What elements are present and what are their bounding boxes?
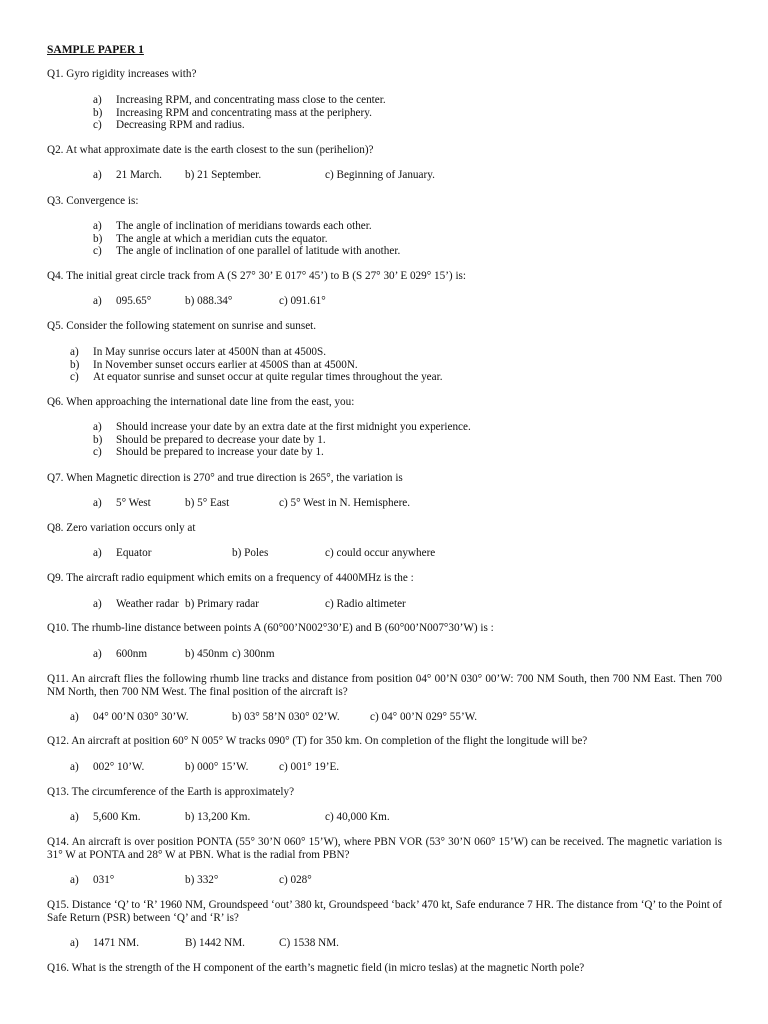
- question-text: Q4. The initial great circle track from A (S 27° 30’ E 017° 45’) to B (S 27° 30’ E 029° 15’) is:: [47, 270, 467, 282]
- option-text: Equator: [116, 547, 152, 559]
- option-letter: a): [93, 497, 102, 509]
- question-text: Q6. When approaching the international date line from the east, you:: [47, 396, 355, 408]
- answer-option: c) 5° West in N. Hemisphere.: [279, 497, 411, 509]
- question-text: Q7. When Magnetic direction is 270° and true direction is 265°, the variation is: [47, 472, 403, 484]
- option-letter: a): [93, 648, 102, 660]
- option-letter: a): [93, 220, 102, 232]
- question-text: Q2. At what approximate date is the earth closest to the sun (perihelion)?: [47, 144, 374, 156]
- answer-option: c) 001° 19’E.: [279, 761, 340, 773]
- answer-option: b) Poles: [232, 547, 269, 559]
- option-text: 04° 00’N 030° 30’W.: [93, 711, 189, 723]
- question-text: Q1. Gyro rigidity increases with?: [47, 68, 197, 80]
- option-letter: a): [93, 421, 102, 433]
- paper-title: SAMPLE PAPER 1: [47, 44, 144, 56]
- option-text: 031°: [93, 874, 115, 886]
- option-letter: a): [70, 937, 79, 949]
- option-text: In May sunrise occurs later at 4500N than at 4500S.: [93, 346, 327, 358]
- option-text: 5° West: [116, 497, 151, 509]
- answer-option: b) 21 September.: [185, 169, 262, 181]
- option-letter: b): [93, 106, 103, 119]
- answer-option: c) could occur anywhere: [325, 547, 436, 559]
- option-text: At equator sunrise and sunset occur at quite regular times throughout the year.: [93, 371, 443, 384]
- answer-option: C) 1538 NM.: [279, 937, 339, 949]
- option-letter: a): [93, 94, 102, 106]
- answer-option: b) 000° 15’W.: [185, 761, 249, 773]
- option-text: 600nm: [116, 648, 148, 660]
- question-text: Q16. What is the strength of the H component of the earth’s magnetic field (in micro teslas) at the magnetic North pole?: [47, 962, 585, 974]
- answer-option: b) 13,200 Km.: [185, 811, 251, 823]
- option-text: 5,600 Km.: [93, 811, 141, 823]
- question-text: Q10. The rhumb-line distance between points A (60°00’N002°30’E) and B (60°00’N007°30’W) is :: [47, 622, 494, 634]
- answer-option: b) 332°: [185, 874, 219, 886]
- question-text: Q5. Consider the following statement on sunrise and sunset.: [47, 320, 317, 332]
- answer-option: b) 03° 58’N 030° 02’W.: [232, 711, 340, 723]
- option-letter: b): [93, 433, 103, 446]
- question-text: Q3. Convergence is:: [47, 195, 139, 207]
- option-text: Decreasing RPM and radius.: [116, 119, 245, 132]
- option-letter: c): [93, 119, 102, 132]
- option-letter: b): [70, 358, 80, 371]
- option-text: Increasing RPM, and concentrating mass close to the center.: [116, 94, 386, 106]
- option-text: Should be prepared to decrease your date by 1.: [116, 433, 326, 446]
- option-letter: a): [70, 346, 79, 358]
- option-letter: a): [70, 711, 79, 723]
- option-letter: a): [93, 295, 102, 307]
- answer-option: c) 04° 00’N 029° 55’W.: [370, 711, 478, 723]
- option-letter: a): [93, 547, 102, 559]
- question-text: Q14. An aircraft is over position PONTA (55° 30’N 060° 15’W), where PBN VOR (53° 30’N 060° 15’W) can be received. The magnetic variation is 31° W at PONTA and 28° W at PBN. What is the radial from PBN?: [47, 836, 722, 861]
- answer-option: c) 300nm: [232, 648, 275, 660]
- answer-option: b) Primary radar: [185, 598, 259, 610]
- option-letter: a): [93, 598, 102, 610]
- option-letter: a): [70, 874, 79, 886]
- question-text: Q9. The aircraft radio equipment which emits on a frequency of 4400MHz is the :: [47, 572, 414, 584]
- option-letter: b): [93, 232, 103, 245]
- option-letter: a): [93, 169, 102, 181]
- option-text: The angle of inclination of one parallel of latitude with another.: [116, 245, 401, 258]
- option-text: 002° 10’W.: [93, 761, 145, 773]
- question-text: Q13. The circumference of the Earth is approximately?: [47, 786, 295, 798]
- question-text: Q11. An aircraft flies the following rhumb line tracks and distance from position 04° 00’N 030° 00’W: 700 NM South, then 700 NM East. Then 700 NM North, then 700 NM West. The final position of the aircraft is?: [47, 673, 722, 698]
- option-text: Should increase your date by an extra date at the first midnight you experience.: [116, 421, 471, 433]
- answer-option: B) 1442 NM.: [185, 937, 245, 949]
- question-text: Q12. An aircraft at position 60° N 005° W tracks 090° (T) for 350 km. On completion of the flight the longitude will be?: [47, 735, 588, 747]
- answer-option: c) 40,000 Km.: [325, 811, 390, 823]
- answer-option: b) 5° East: [185, 497, 230, 509]
- answer-option: c) 091.61°: [279, 295, 326, 307]
- option-letter: c): [93, 245, 102, 258]
- option-text: Increasing RPM and concentrating mass at the periphery.: [116, 106, 372, 119]
- option-text: In November sunset occurs earlier at 4500S than at 4500N.: [93, 358, 358, 371]
- answer-option: c) 028°: [279, 874, 312, 886]
- answer-option: c) Beginning of January.: [325, 169, 435, 181]
- option-letter: a): [70, 811, 79, 823]
- question-text: Q15. Distance ‘Q’ to ‘R’ 1960 NM, Groundspeed ‘out’ 380 kt, Groundspeed ‘back’ 470 kt, Safe endurance 7 HR. The distance from ‘Q’ to the Point of Safe Return (PSR) between ‘Q’ and ‘R’ is?: [47, 899, 722, 924]
- option-text: The angle of inclination of meridians towards each other.: [116, 220, 372, 232]
- answer-option: b) 450nm: [185, 648, 229, 660]
- question-text: Q8. Zero variation occurs only at: [47, 522, 196, 534]
- option-text: Weather radar: [116, 598, 179, 610]
- option-letter: a): [70, 761, 79, 773]
- option-text: 1471 NM.: [93, 937, 139, 949]
- answer-option: c) Radio altimeter: [325, 598, 406, 610]
- option-letter: c): [93, 446, 102, 459]
- option-text: Should be prepared to increase your date by 1.: [116, 446, 324, 459]
- option-text: 21 March.: [116, 169, 162, 181]
- option-letter: c): [70, 371, 79, 384]
- option-text: 095.65°: [116, 295, 152, 307]
- answer-option: b) 088.34°: [185, 295, 233, 307]
- option-text: The angle at which a meridian cuts the equator.: [116, 232, 328, 245]
